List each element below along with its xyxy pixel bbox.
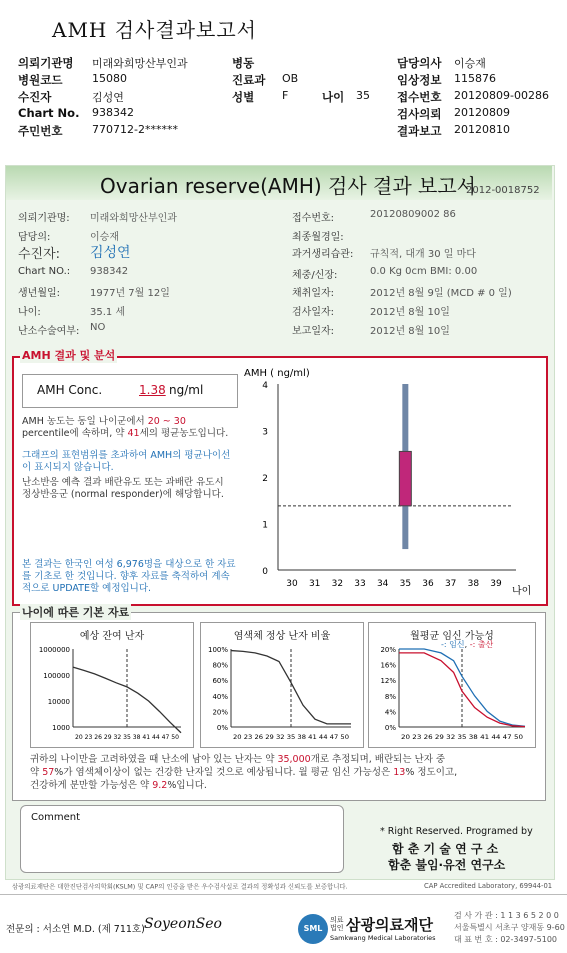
header-label: 검사의뢰 [397, 107, 442, 121]
info-label: 채취일자: [292, 288, 335, 299]
x-tick-labels: 20 23 26 29 32 35 38 41 44 47 50 [401, 733, 523, 741]
y-tick-label: 8% [384, 692, 396, 701]
mini3-title: 월평균 임신 가능성 [410, 631, 494, 642]
report-title: Ovarian reserve(AMH) 검사 결과 보고서 [100, 174, 476, 198]
mini2-title: 염색체 정상 난자 비율 [233, 631, 331, 642]
oocyte-count-chart [30, 622, 194, 748]
rights-institute1: 함 춘 기 술 연 구 소 [392, 842, 499, 856]
cap-text: CAP Accredited Laboratory, 69944-01 [424, 882, 553, 890]
info-value: 0.0 Kg 0cm BMI: 0.00 [370, 266, 478, 277]
x-tick-label: 38 [467, 579, 480, 589]
header-label: 병원코드 [18, 73, 63, 87]
y-tick-label: 0% [384, 724, 396, 732]
info-label: 접수번호: [292, 213, 335, 224]
amh-conc-box [22, 374, 238, 408]
address: 서울특별시 서초구 양재동 9-60 [454, 923, 565, 932]
info-label: Chart NO.: [18, 266, 71, 277]
org-prefix: 의료법인 [330, 916, 344, 932]
header-label: 진료과 [232, 73, 266, 87]
info-value: 미래와희망산부인과 [90, 213, 177, 224]
pregnancy-chart [368, 622, 536, 748]
y-tick-label: 60% [212, 677, 228, 686]
amh-data-note: 본 결과는 한국인 여성 6,976명을 대상으로 한 자료를 기초로 한 것입니다. 향후 자료를 축적하여 계속적으로 UPDATE할 예정입니다. [22, 559, 236, 594]
header-value: 이승재 [454, 57, 486, 70]
header-label: 나이 [322, 90, 345, 104]
info-label: 보고일자: [292, 326, 335, 337]
header-value: 115876 [454, 72, 496, 85]
info-value: 35.1 세 [90, 307, 126, 318]
info-value: 2012년 8월 9일 (MCD # 0 일) [370, 288, 512, 299]
x-tick-label: 35 [399, 579, 412, 589]
header-value: 20120809-00286 [454, 89, 549, 102]
y-tick-label: 1 [262, 520, 268, 531]
amh-box-chart [240, 362, 540, 598]
header-label: 수진자 [18, 90, 52, 104]
mini3-legend: -: 임신, -: 출산 [441, 640, 494, 649]
y-tick-label: 20% [380, 646, 396, 654]
header-value: 770712-2****** [92, 123, 178, 136]
info-label: 담당의: [18, 232, 51, 243]
x-tick-label: 31 [308, 579, 321, 589]
header-value: 938342 [92, 106, 134, 119]
page-title: AMH 검사결과보고서 [52, 18, 257, 42]
sml-logo-icon: SML [298, 914, 328, 944]
y-tick-label: 4% [384, 708, 396, 717]
y-tick-label: 20% [212, 708, 228, 717]
y-tick-label: 100% [207, 646, 228, 654]
amh-response-text: 난소반응 예측 결과 배란유도 또는 과배란 유도시 정상반응군 (normal responder)에 해당합니다. [22, 477, 224, 500]
y-tick-label: 1000 [52, 724, 70, 732]
y-tick-label: 100000 [43, 672, 70, 680]
x-tick-label: 32 [331, 579, 344, 589]
info-label: 최종월경일: [292, 232, 344, 243]
header-value: 35 [356, 89, 370, 102]
amh-section-title: AMH 결과 및 분석 [22, 349, 116, 362]
org-name-en: Samkwang Medical Laboratories [330, 934, 436, 942]
header-value: 20120810 [454, 123, 510, 136]
info-value: 20120809002 86 [370, 209, 456, 220]
header-label: Chart No. [18, 106, 80, 120]
rights-line: * Right Reserved. Programed by [380, 826, 533, 837]
info-label: 과거생리습관: [292, 249, 354, 260]
y-tick-label: 0% [216, 724, 228, 732]
org-name: 삼광의료재단 [346, 916, 433, 934]
mini1-title: 예상 잔여 난자 [79, 631, 145, 642]
amh-conc-value: 1.38 [139, 383, 166, 397]
header-label: 임상정보 [397, 73, 442, 87]
info-value: 김성연 [90, 245, 131, 261]
header-value: 20120809 [454, 106, 510, 119]
normal-oocyte-chart [200, 622, 364, 748]
header-label: 주민번호 [18, 124, 63, 138]
x-tick-label: 34 [376, 579, 389, 589]
header-value: OB [282, 72, 299, 85]
chart-ylabel: AMH ( ng/ml) [244, 368, 310, 379]
y-tick-label: 4 [262, 381, 268, 391]
x-tick-labels: 20 23 26 29 32 35 38 41 44 47 50 [75, 733, 179, 741]
y-tick-label: 2 [262, 474, 268, 484]
header-label: 담당의사 [397, 56, 442, 70]
info-label: 난소수술여부: [18, 326, 80, 337]
info-label: 의뢰기관명: [18, 213, 70, 224]
amh-conc-unit: ng/ml [169, 383, 204, 397]
tel-main: 대 표 번 호 : 02-3497-5100 [454, 935, 557, 944]
header-label: 성별 [232, 90, 255, 104]
x-tick-label: 39 [490, 579, 502, 589]
x-tick-label: 37 [444, 579, 457, 589]
info-value: 938342 [90, 266, 129, 277]
header-label: 의뢰기관명 [18, 56, 74, 70]
header-label: 결과보고 [397, 124, 442, 138]
header-label: 병동 [232, 56, 255, 70]
info-label: 검사일자: [292, 307, 335, 318]
y-tick-label: 10000 [47, 698, 70, 706]
doctor-label: 전문의 : 서소연 M.D. (제 711호) [6, 924, 145, 935]
x-tick-labels: 20 23 26 29 32 35 38 41 44 47 50 [233, 733, 349, 741]
amh-conc-label: AMH Conc. [37, 383, 103, 397]
y-tick-label: 12% [380, 677, 396, 686]
header-value: 미래와희망산부인과 [92, 57, 188, 70]
info-value: 2012년 8월 10일 [370, 307, 450, 318]
x-tick-label: 30 [286, 579, 298, 589]
info-value: 1977년 7월 12일 [90, 288, 170, 299]
chart-xlabel: 나이 [512, 586, 532, 597]
header-value: 15080 [92, 72, 127, 85]
y-tick-label: 16% [380, 661, 396, 670]
x-tick-label: 36 [422, 579, 434, 589]
comment-box[interactable] [20, 805, 344, 873]
info-value: 규칙적, 대개 30 일 마다 [370, 249, 476, 260]
info-value: 이승재 [90, 232, 119, 243]
y-tick-label: 80% [212, 661, 228, 670]
report-number: 2012-0018752 [466, 185, 540, 196]
doctor-signature: SoyeonSeo [144, 916, 222, 932]
footer-divider [0, 894, 567, 895]
info-label: 생년월일: [18, 288, 61, 299]
y-tick-label: 0 [262, 567, 268, 577]
comment-label: Comment [31, 812, 80, 823]
cert-text: 삼광의료재단은 대한진단검사의학회(KSLM) 및 CAP의 인증을 받은 우수검사실로 결과의 정확성과 신뢰도를 보증합니다. [12, 882, 348, 890]
y-tick-label: 40% [212, 692, 228, 701]
y-tick-label: 3 [262, 427, 268, 438]
amh-range-note: 그래프의 표현범위를 초과하여 AMH의 평균나이선이 표시되지 않습니다. [22, 450, 231, 473]
info-label: 나이: [18, 307, 41, 318]
age-section-title: 나이에 따른 기본 자료 [22, 606, 130, 619]
y-tick-label: 1000000 [38, 646, 70, 654]
info-value: NO [90, 322, 106, 333]
amh-percentile-text: AMH 농도는 동일 나이군에서 20 ~ 30 percentile에 속하며, 약 41세의 평균농도입니다. [22, 416, 229, 439]
x-tick-label: 33 [354, 579, 366, 589]
info-value: 2012년 8월 10일 [370, 326, 450, 337]
header-label: 접수번호 [397, 90, 442, 104]
tel-test: 검 사 가 관 : 1 1 3 6 5 2 0 0 [454, 911, 559, 920]
header-value: 김성연 [92, 91, 124, 104]
rights-institute2: 함춘 불임·유전 연구소 [388, 858, 506, 872]
info-label: 수진자: [18, 247, 61, 262]
header-value: F [282, 89, 289, 102]
age-summary-text: 귀하의 나이만을 고려하였을 때 난소에 남아 있는 난자는 약 35,000개로 추정되며, 배란되는 난자 중 약 57%가 염색체이상이 없는 건강한 난자일 것으로 예상됩니다. 월 평균 임신 가능성은 13% 정도이고, 건강하게 분만할 가능성은 약 9.2%입니다. [30, 754, 458, 791]
iqr-box [399, 451, 411, 505]
info-label: 체중/신장: [292, 270, 338, 281]
